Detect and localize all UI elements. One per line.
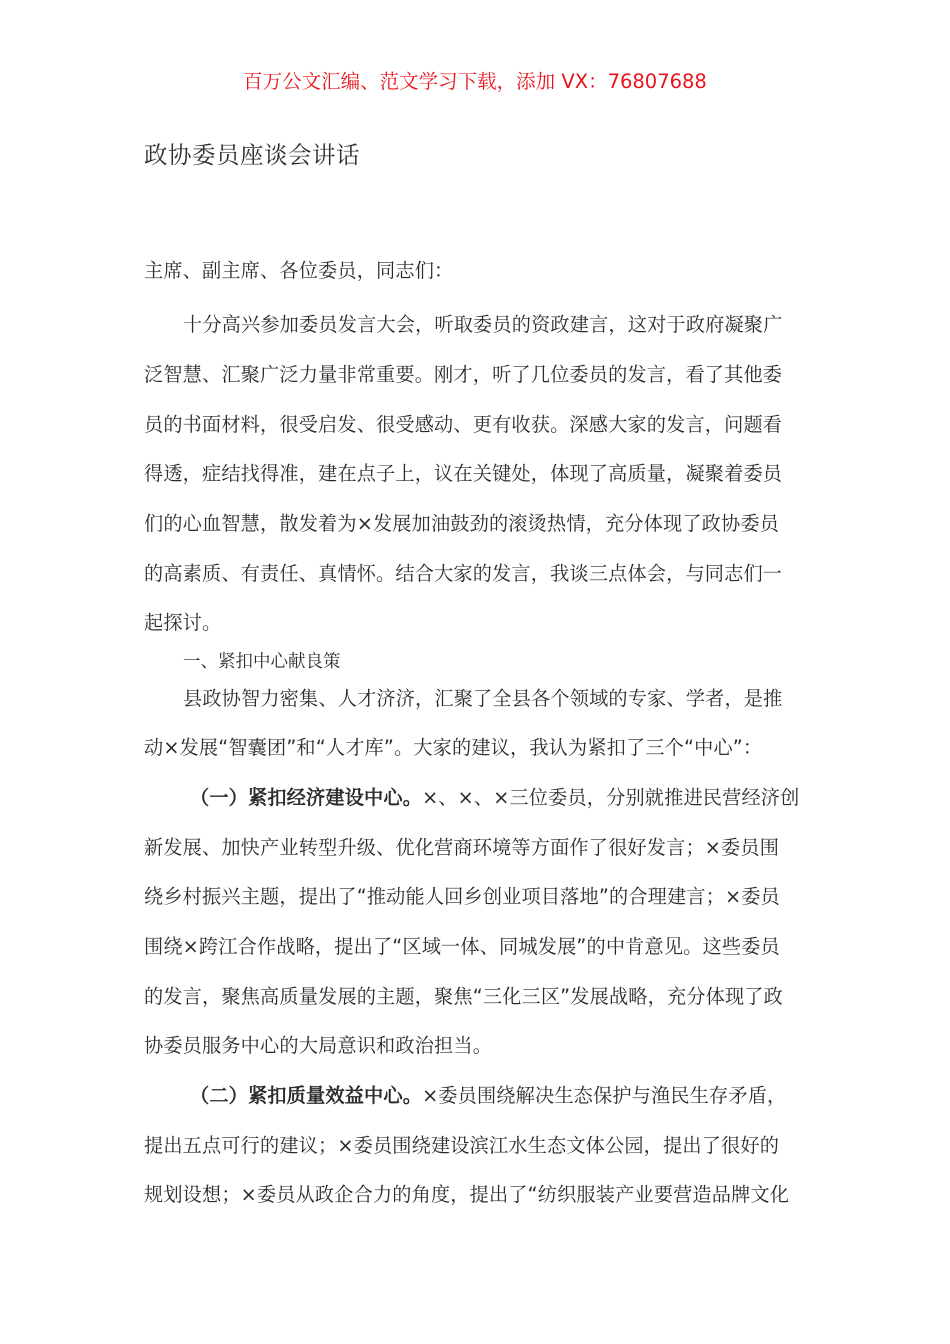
paragraph-line: 新发展、加快产业转型升级、优化营商环境等方面作了很好发言；×委员围 bbox=[144, 836, 780, 859]
subsection-heading: （二）紧扣质量效益中心。 bbox=[190, 1084, 423, 1107]
section-heading-1: 一、紧扣中心献良策 bbox=[183, 652, 341, 672]
paragraph-line: 县政协智力密集、人才济济，汇聚了全县各个领域的专家、学者，是推 bbox=[183, 687, 783, 710]
paragraph-line: 动×发展“智囊团”和“人才库”。大家的建议，我认为紧扣了三个“中心”： bbox=[144, 736, 763, 759]
document-title: 政协委员座谈会讲话 bbox=[144, 141, 360, 169]
paragraph-line: 泛智慧、汇聚广泛力量非常重要。刚才，听了几位委员的发言，看了其他委 bbox=[144, 363, 783, 386]
paragraph-line: 绕乡村振兴主题，提出了“推动能人回乡创业项目落地”的合理建言；×委员 bbox=[144, 885, 780, 908]
paragraph-line: 提出五点可行的建议；×委员围绕建设滨江水生态文体公园，提出了很好的 bbox=[144, 1134, 780, 1157]
salutation: 主席、副主席、各位委员，同志们： bbox=[144, 259, 454, 282]
subsection-heading: （一）紧扣经济建设中心。 bbox=[190, 786, 423, 809]
paragraph-line: 们的心血智慧，散发着为×发展加油鼓劲的滚烫热情，充分体现了政协委员 bbox=[144, 512, 780, 535]
paragraph-line: 起探讨。 bbox=[144, 611, 222, 634]
subsection-text: ×委员围绕解决生态保护与渔民生存矛盾， bbox=[422, 1084, 787, 1107]
paragraph-line: 员的书面材料，很受启发、很受感动、更有收获。深感大家的发言，问题看 bbox=[144, 413, 783, 436]
paragraph-line: 围绕×跨江合作战略，提出了“区域一体、同城发展”的中肯意见。这些委员 bbox=[144, 935, 780, 958]
paragraph-line: 规划设想；×委员从政企合力的角度，提出了“纺织服装产业要营造品牌文化 bbox=[144, 1183, 790, 1206]
paragraph-line: 得透，症结找得准，建在点子上，议在关键处，体现了高质量，凝聚着委员 bbox=[144, 462, 783, 485]
paragraph-line: 的高素质、有责任、真情怀。结合大家的发言，我谈三点体会，与同志们一 bbox=[144, 562, 783, 585]
paragraph-line bbox=[190, 1081, 854, 1108]
paragraph-line: 十分高兴参加委员发言大会，听取委员的资政建言，这对于政府凝聚广 bbox=[183, 313, 783, 336]
paragraph-line bbox=[190, 783, 854, 810]
download-banner: 百万公文汇编、范文学习下载，添加 VX：76807688 bbox=[243, 70, 707, 93]
paragraph-line: 协委员服务中心的大局意识和政治担当。 bbox=[144, 1034, 493, 1057]
paragraph-line: 的发言，聚焦高质量发展的主题，聚焦“三化三区”发展战略，充分体现了政 bbox=[144, 985, 783, 1008]
subsection-text: ×、×、×三位委员，分别就推进民营经济创 bbox=[422, 786, 800, 809]
